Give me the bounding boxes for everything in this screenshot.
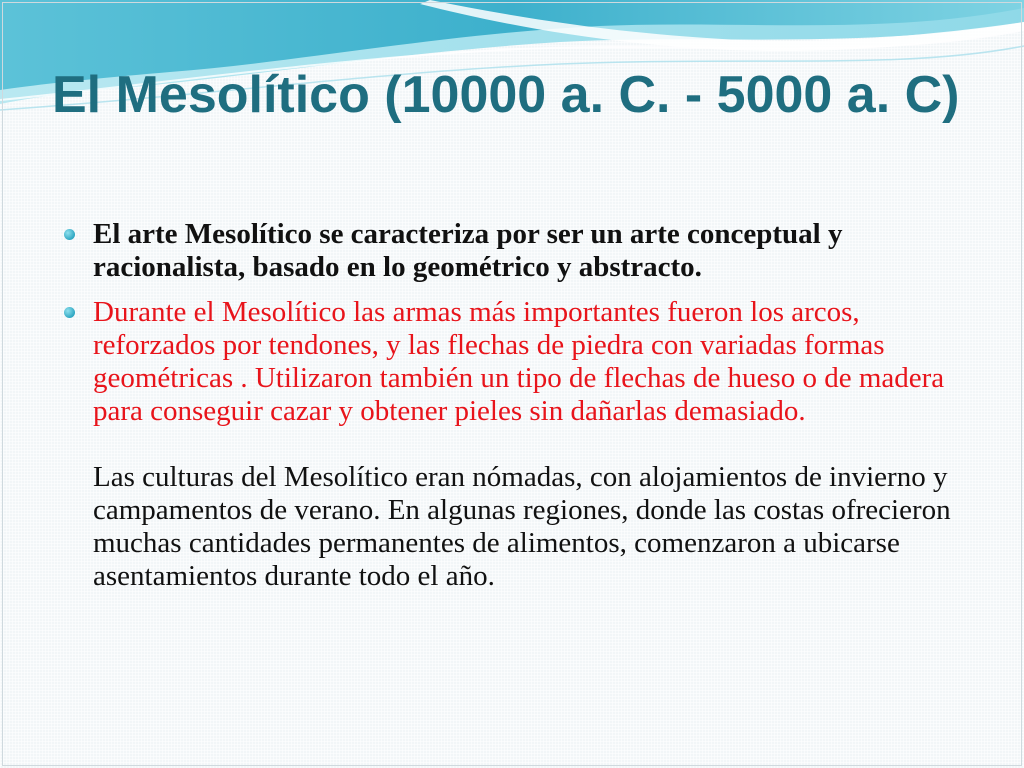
bullet-text-weapons: Durante el Mesolítico las armas más importantes fueron los arcos, reforzados por tendones, y las flechas de piedra con variadas formas geométricas . Utilizaron también un tipo de flechas de hueso o de madera para conseguir cazar y obtener pieles sin dañarlas demasiado. <box>93 296 945 427</box>
bullet-text-art: El arte Mesolítico se caracteriza por ser un arte conceptual y racionalista, basado en lo geométrico y abstracto. <box>93 218 843 283</box>
bullet-text-cultures: Las culturas del Mesolítico eran nómadas, con alojamientos de invierno y campamentos de verano. En algunas regiones, donde las costas ofrecieron muchas cantidades permanentes de alimentos, comenzaron a ubicarse asentamientos durante todo el año. <box>93 461 951 592</box>
bullet-dot-icon <box>64 229 75 240</box>
bullet-item-2 <box>62 296 982 593</box>
slide-title: El Mesolítico (10000 a. C. - 5000 a. C) <box>52 66 960 124</box>
bullet-item-1 <box>62 218 982 284</box>
bullet-dot-icon <box>64 307 75 318</box>
bullet-list <box>62 218 982 605</box>
